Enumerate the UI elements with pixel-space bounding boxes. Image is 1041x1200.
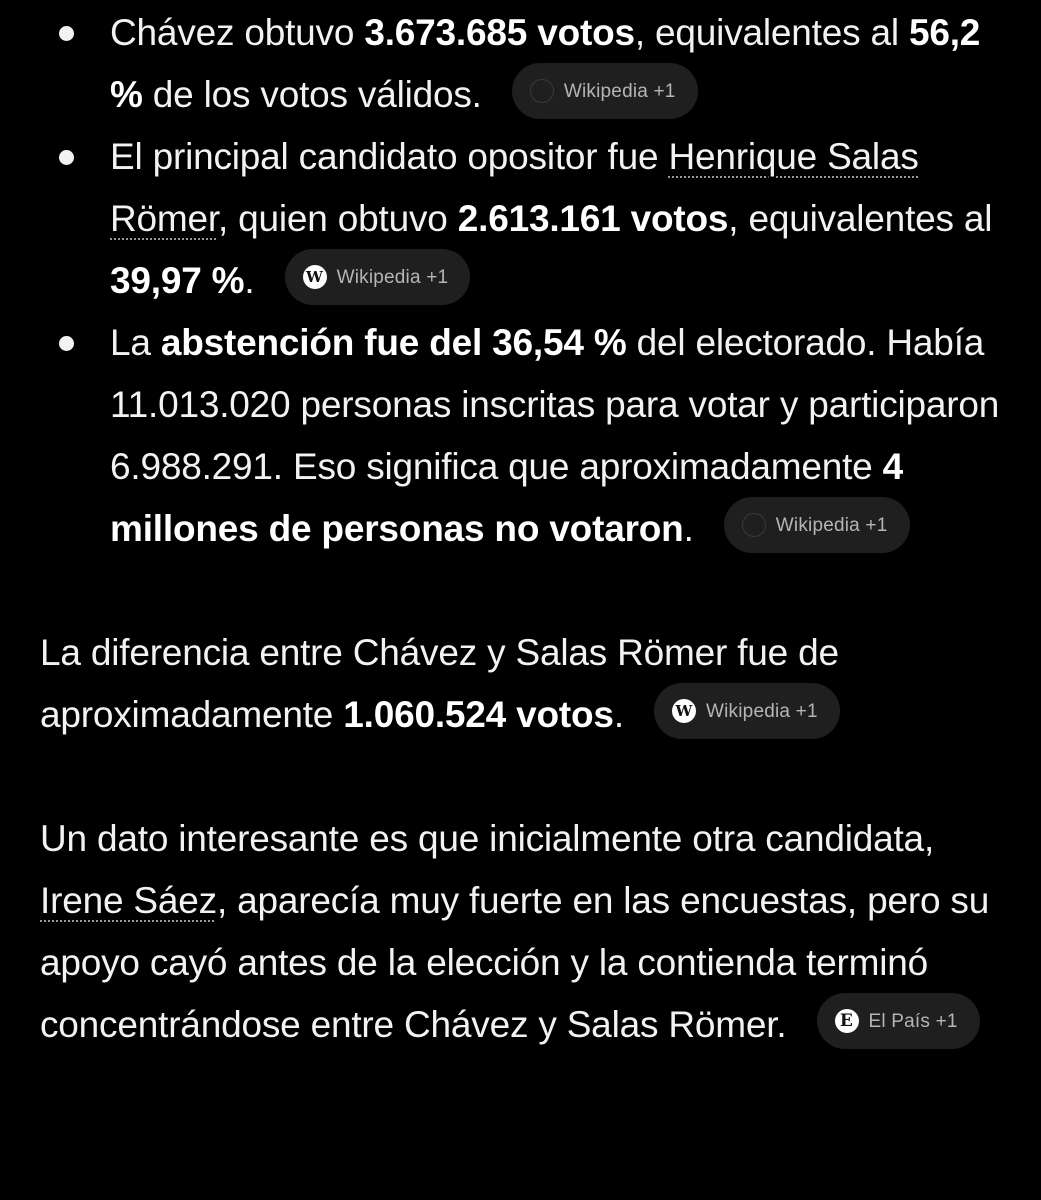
link-henrique-salas-romer[interactable]: Henrique Salas Römer <box>110 136 919 239</box>
bullet-icon <box>59 26 74 41</box>
wikipedia-icon: W <box>303 265 327 289</box>
answer-content <box>40 2 1020 1056</box>
wikipedia-icon: W <box>672 699 696 723</box>
bullet-icon <box>59 336 74 351</box>
list-item: La abstención fue del 36,54 % del electorado. Había 11.013.020 personas inscritas para votar y participaron 6.988.291. Eso significa que aproximadamente 4 millones de personas no votaron. Wikipedia +1 <box>40 312 1020 560</box>
source-chip-wikipedia[interactable]: W Wikipedia +1 <box>654 683 840 739</box>
results-bullet-list <box>40 2 1020 560</box>
list-item: Chávez obtuvo 3.673.685 votos, equivalentes al 56,2 % de los votos válidos. Wikipedia +1 <box>40 2 1020 126</box>
loading-circle-icon <box>742 513 766 537</box>
source-chip-wikipedia[interactable]: Wikipedia +1 <box>724 497 910 553</box>
source-chip-el-pais[interactable]: E El País +1 <box>817 993 980 1049</box>
vote-difference-paragraph: La diferencia entre Chávez y Salas Römer fue de aproximadamente 1.060.524 votos. W Wikipedia +1 <box>40 622 1020 746</box>
link-irene-saez[interactable]: Irene Sáez <box>40 880 217 921</box>
source-chip-wikipedia[interactable]: Wikipedia +1 <box>512 63 698 119</box>
source-chip-wikipedia[interactable]: W Wikipedia +1 <box>285 249 471 305</box>
loading-circle-icon <box>530 79 554 103</box>
irene-saez-paragraph: Un dato interesante es que inicialmente otra candidata, Irene Sáez, aparecía muy fuerte en las encuestas, pero su apoyo cayó antes de la elección y la contienda terminó concentrándose entre Chávez y Salas Römer. E El País +1 <box>40 808 1020 1056</box>
bullet-icon <box>59 150 74 165</box>
list-item: El principal candidato opositor fue Henrique Salas Römer, quien obtuvo 2.613.161 votos, equivalentes al 39,97 %. W Wikipedia +1 <box>40 126 1020 312</box>
el-pais-icon: E <box>835 1009 859 1033</box>
paragraph-spacer <box>40 746 1020 808</box>
paragraph-spacer <box>40 560 1020 622</box>
